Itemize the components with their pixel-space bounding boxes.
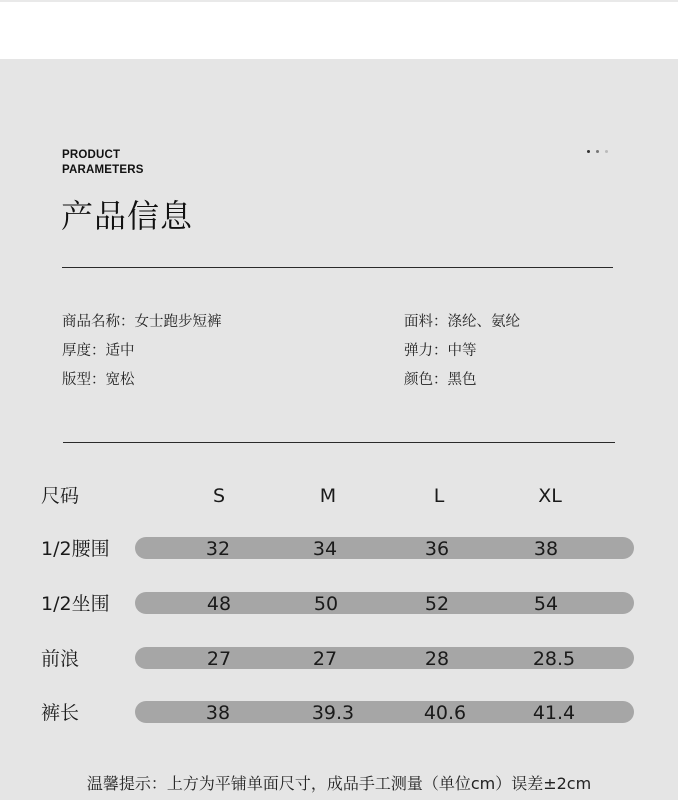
info-label: 商品名称： <box>62 314 135 330</box>
info-item-fabric <box>404 313 520 331</box>
table-cell: 28.5 <box>532 648 576 670</box>
table-cell: 27 <box>312 648 338 670</box>
table-cell: 41.4 <box>532 702 576 724</box>
pagination-dots <box>587 150 608 153</box>
info-value: 涤纶、氨纶 <box>447 314 520 330</box>
table-cell: 38 <box>533 538 559 560</box>
size-col-xl: XL <box>538 485 562 507</box>
row-label-front-rise: 前浪 <box>41 648 80 670</box>
info-item-color <box>404 371 477 389</box>
table-cell: 28 <box>424 648 450 670</box>
table-cell: 39.3 <box>311 702 355 724</box>
table-cell: 32 <box>205 538 231 560</box>
info-label: 面料： <box>404 314 448 330</box>
eyebrow-line-1: PRODUCT <box>62 149 121 161</box>
title-divider <box>62 267 613 268</box>
row-label-hip: 1/2坐围 <box>41 593 110 615</box>
dot-indicator <box>596 150 599 153</box>
table-cell: 38 <box>205 702 231 724</box>
section-eyebrow <box>62 148 144 178</box>
row-label-length: 裤长 <box>41 702 80 724</box>
size-col-m: M <box>319 485 337 507</box>
info-label: 弹力： <box>404 343 448 359</box>
info-label: 颜色： <box>404 372 448 388</box>
info-value: 中等 <box>447 343 477 359</box>
info-item-thickness <box>62 342 135 360</box>
row-label-waist: 1/2腰围 <box>41 538 110 560</box>
info-value: 适中 <box>105 343 135 359</box>
table-cell: 50 <box>313 593 339 615</box>
info-value: 黑色 <box>447 372 477 388</box>
dot-indicator <box>605 150 608 153</box>
table-cell: 40.6 <box>423 702 467 724</box>
top-divider <box>0 0 678 2</box>
size-col-l: L <box>433 485 445 507</box>
top-white-strip <box>0 0 678 59</box>
page-title: 产品信息 <box>61 197 194 235</box>
info-label: 版型： <box>62 372 106 388</box>
table-cell: 27 <box>206 648 232 670</box>
measurement-note: 温馨提示：上方为平铺单面尺寸，成品手工测量（单位cm）误差±2cm <box>86 774 592 793</box>
info-item-fit <box>62 371 135 389</box>
size-header-label: 尺码 <box>41 485 80 507</box>
info-label: 厚度： <box>62 343 106 359</box>
table-cell: 48 <box>206 593 232 615</box>
info-item-elasticity <box>404 342 477 360</box>
dot-indicator <box>587 150 590 153</box>
table-cell: 54 <box>533 593 559 615</box>
size-col-s: S <box>212 485 226 507</box>
info-item-name <box>62 313 222 331</box>
table-cell: 36 <box>424 538 450 560</box>
info-divider <box>63 442 615 443</box>
info-value: 宽松 <box>105 372 135 388</box>
table-cell: 52 <box>424 593 450 615</box>
info-value: 女士跑步短裤 <box>134 314 222 330</box>
table-cell: 34 <box>312 538 338 560</box>
eyebrow-line-2: PARAMETERS <box>62 164 144 176</box>
